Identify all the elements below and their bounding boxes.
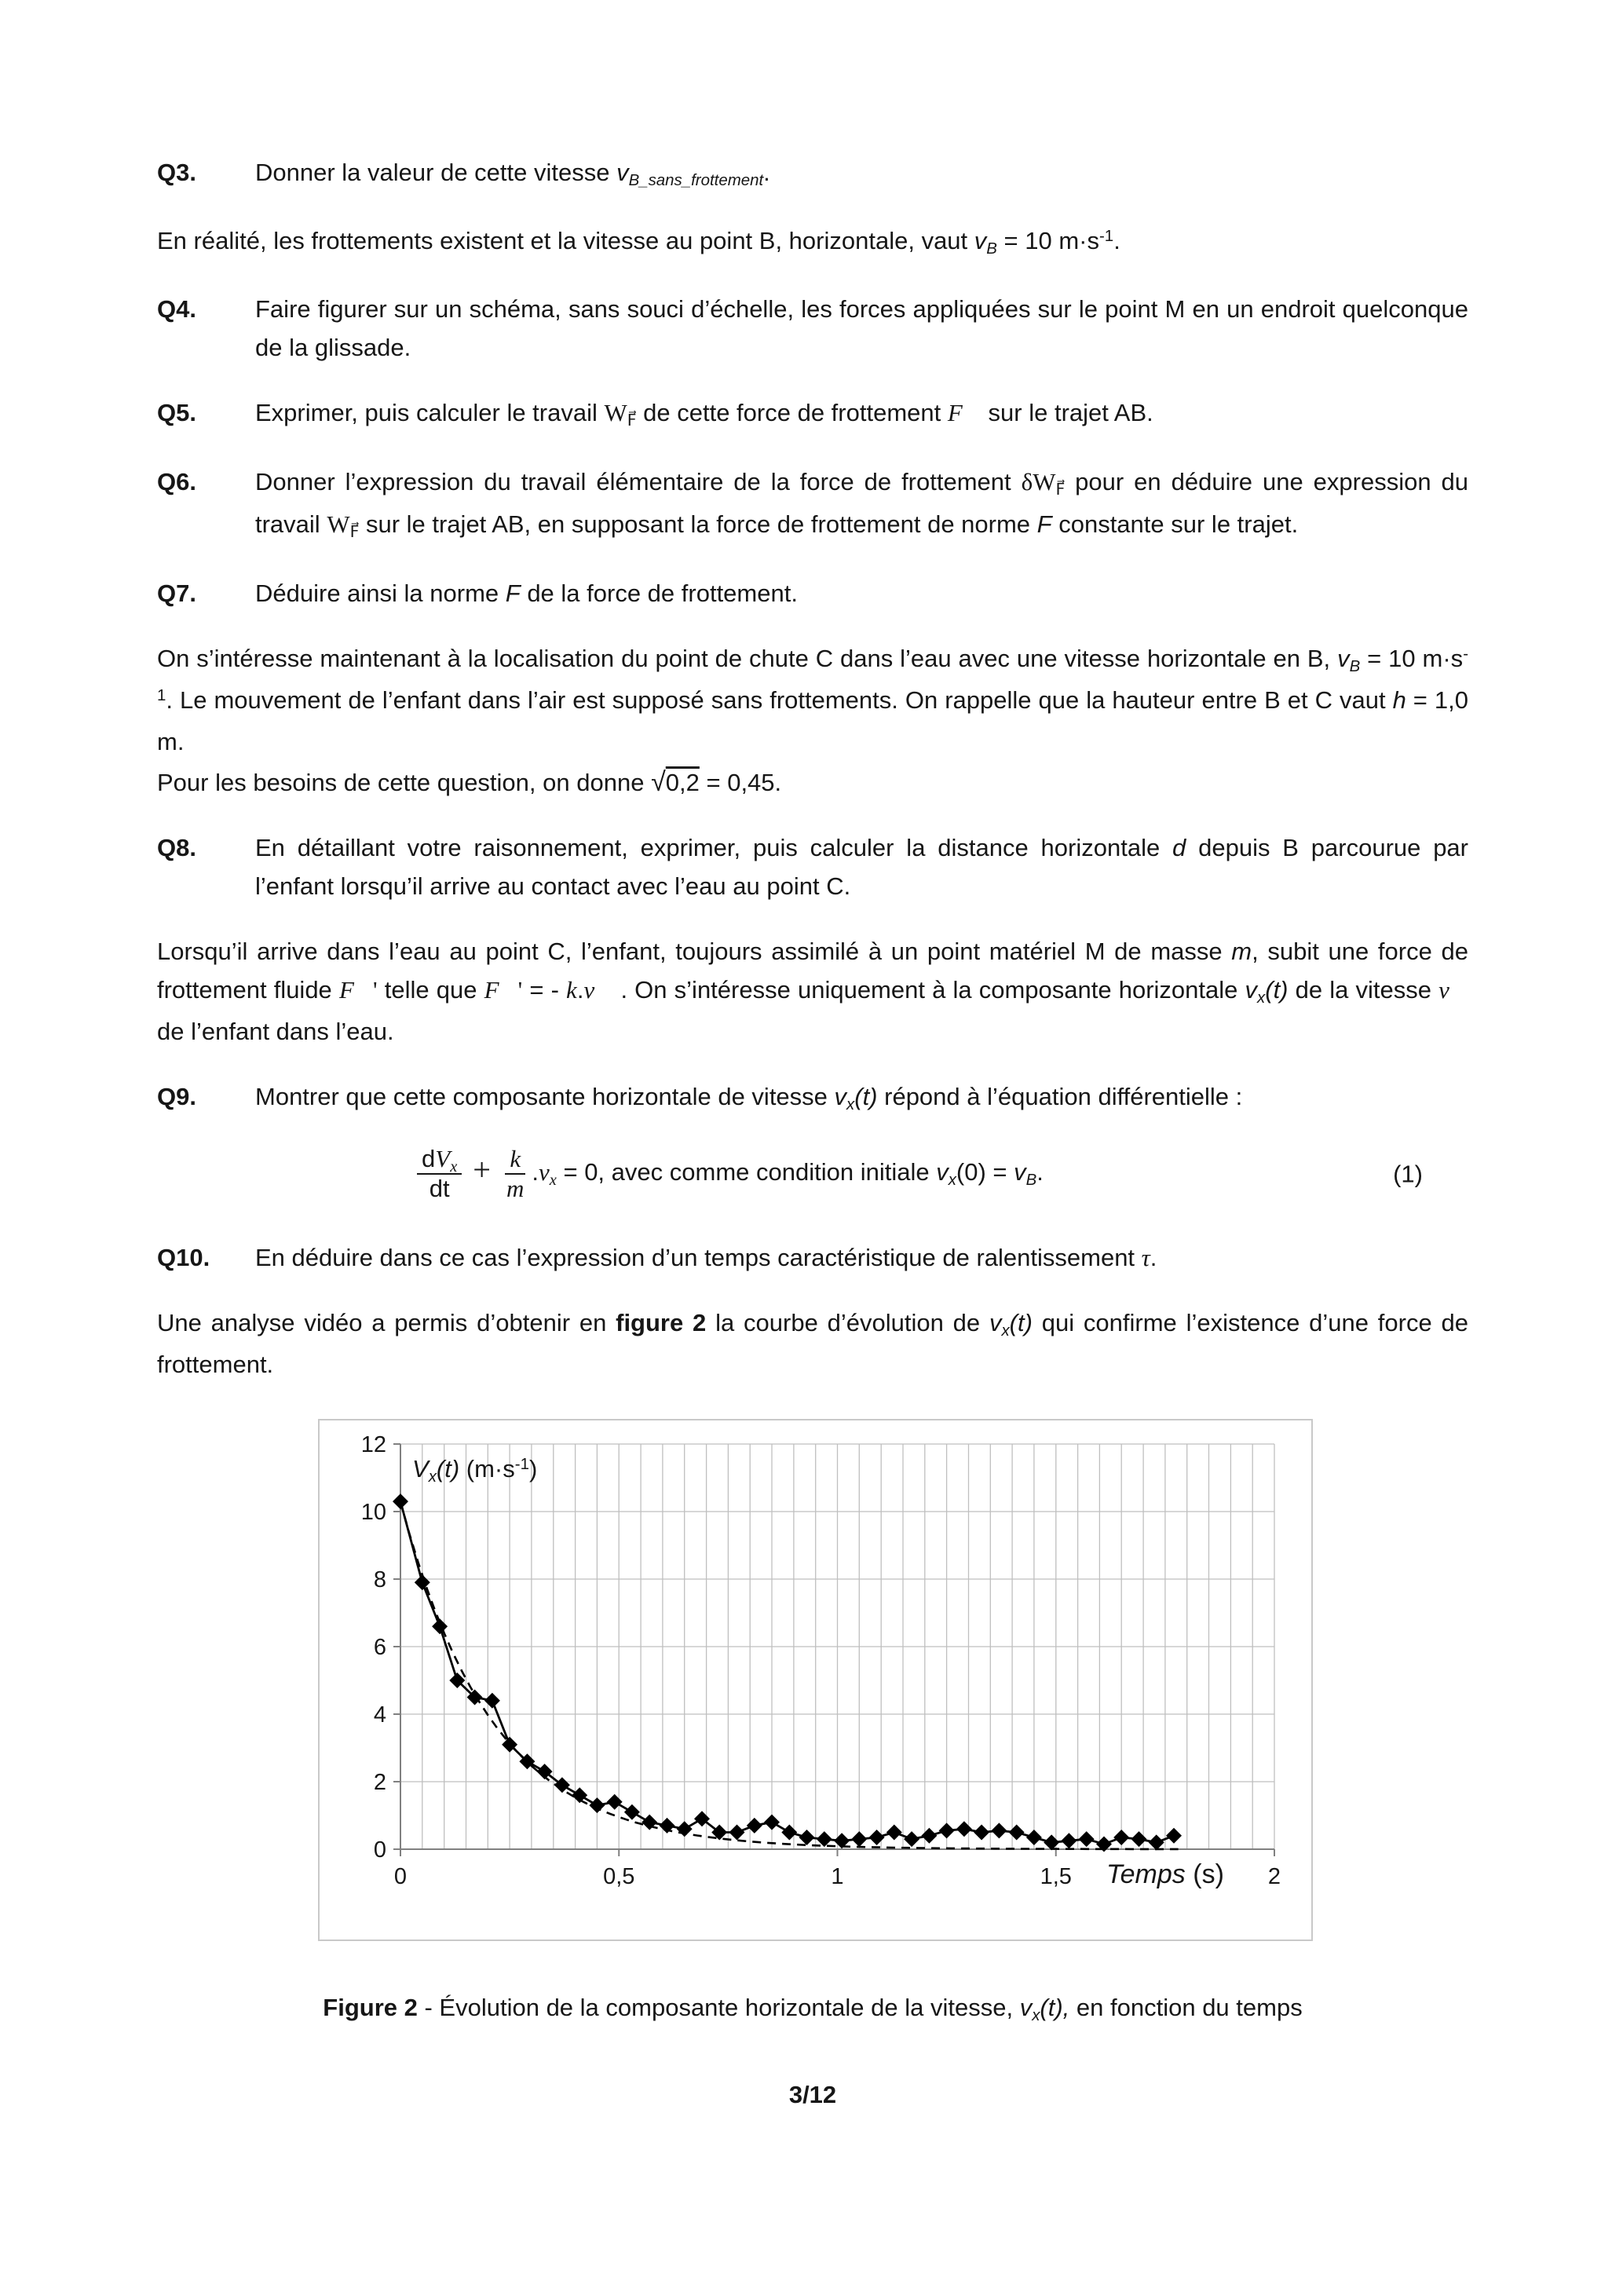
- text-run: h: [1392, 686, 1406, 714]
- text-run: F: [505, 579, 521, 607]
- text-run: Une analyse vidéo a permis d’obtenir en: [157, 1309, 616, 1336]
- text-run: = 10 m·s: [1360, 645, 1464, 672]
- text-run: (0) =: [956, 1158, 1014, 1186]
- text-run: v⃗: [583, 976, 614, 1004]
- data-marker: [1149, 1834, 1164, 1850]
- text-run: V: [412, 1455, 429, 1483]
- text-run: F⃗: [947, 399, 981, 426]
- text-run: v: [974, 227, 987, 254]
- text-run: W: [604, 399, 627, 426]
- question-q3-text: [255, 153, 1468, 195]
- question-q3: [157, 153, 1468, 195]
- question-q10-number: Q10.: [157, 1244, 210, 1271]
- question-q5-number: Q5.: [157, 399, 196, 426]
- y-tick-label: 12: [360, 1432, 386, 1457]
- text-run: x: [1032, 2006, 1040, 2025]
- question-q9: [157, 1077, 1468, 1119]
- text-run: Faire figurer sur un schéma, sans souci d’échelle, les forces appliquées sur le point M en un endroit quelconque de la glissade.: [255, 295, 1468, 361]
- paragraph-vb-reality: [157, 221, 1468, 263]
- question-q6: [157, 462, 1468, 547]
- paragraph-analyse-video: [157, 1303, 1468, 1384]
- text-run: qui confirme l’existence d’une force de frottement.: [157, 1309, 1468, 1378]
- data-marker: [677, 1821, 693, 1837]
- text-run: ): [528, 1455, 538, 1483]
- data-marker: [1061, 1833, 1077, 1848]
- chart-y-axis-title: [412, 1455, 537, 1486]
- data-marker: [432, 1618, 448, 1634]
- text-run: B: [986, 239, 997, 258]
- text-run: B_sans_frottement: [628, 171, 764, 190]
- question-q6-text: [255, 462, 1468, 547]
- page-number: 3/12: [788, 2081, 837, 2108]
- question-q10: [157, 1238, 1468, 1277]
- text-run: dt: [429, 1175, 450, 1202]
- data-line: [400, 1501, 1174, 1844]
- text-run: v: [834, 1083, 847, 1110]
- text-run: (t): [854, 1083, 878, 1110]
- x-tick-label: 0: [393, 1864, 408, 1889]
- figure-2-caption: [157, 1988, 1468, 2030]
- chart-x-axis-title: [1106, 1859, 1224, 1890]
- text-run: ': [517, 976, 523, 1004]
- question-q9-text: [255, 1077, 1468, 1119]
- figure-2-chart: [318, 1419, 1313, 1941]
- text-run: En réalité, les frottements existent et la vitesse au point B, horizontale, vaut: [157, 227, 974, 254]
- text-run: depuis B parcourue par l’enfant lorsqu’il arrive au contact avec l’eau au point C.: [255, 834, 1468, 900]
- text-run: Donner l’expression du travail élémentaire de la force de frottement: [255, 468, 1022, 495]
- text-run: (s): [1185, 1859, 1224, 1889]
- data-marker: [921, 1828, 937, 1844]
- text-run: .: [1150, 1244, 1157, 1271]
- data-marker: [886, 1825, 902, 1841]
- question-q8-text: [255, 828, 1468, 905]
- text-run: (t),: [1040, 1994, 1070, 2021]
- text-run: - Évolution de la composante horizontale de la vitesse,: [417, 1994, 1020, 2021]
- data-marker: [904, 1831, 919, 1847]
- text-run: pour en déduire une expression du travail: [255, 468, 1468, 538]
- data-marker: [1009, 1825, 1025, 1841]
- data-marker: [764, 1815, 780, 1830]
- question-q4: [157, 290, 1468, 367]
- x-tick-label: 1,5: [1040, 1864, 1072, 1889]
- data-marker: [729, 1825, 745, 1841]
- text-run: de la vitesse: [1288, 976, 1439, 1004]
- text-run: k: [510, 1145, 521, 1173]
- text-run: figure 2: [616, 1309, 707, 1336]
- text-run: x: [1001, 1322, 1010, 1340]
- text-run: On s’intéresse maintenant à la localisation du point de chute C dans l’eau avec une vitesse horizontale en B,: [157, 645, 1338, 672]
- text-run: de l’enfant dans l’eau.: [157, 1018, 394, 1045]
- text-run: constante sur le trajet.: [1051, 510, 1299, 538]
- text-run: x: [549, 1172, 557, 1190]
- question-q6-number: Q6.: [157, 468, 196, 495]
- text-run: la courbe d’évolution de: [706, 1309, 989, 1336]
- text-run: δW: [1021, 468, 1056, 495]
- question-q4-text: [255, 290, 1468, 367]
- data-marker: [747, 1818, 762, 1834]
- text-run: .: [576, 976, 584, 1004]
- text-run: v: [539, 1158, 550, 1186]
- y-tick-label: 10: [360, 1500, 386, 1525]
- text-run: répond à l’équation différentielle :: [877, 1083, 1243, 1110]
- fraction: [417, 1145, 462, 1202]
- text-run: v: [1245, 976, 1258, 1004]
- y-tick-label: 8: [373, 1567, 386, 1592]
- text-run: Déduire ainsi la norme: [255, 579, 506, 607]
- text-run: = 0,45.: [699, 769, 782, 796]
- text-run: (m·s: [459, 1455, 515, 1483]
- text-run: d: [422, 1145, 436, 1173]
- text-run: .: [763, 159, 770, 186]
- text-run: = 0, avec comme condition initiale: [556, 1158, 937, 1186]
- data-marker: [851, 1831, 867, 1847]
- text-run: B: [1025, 1171, 1037, 1190]
- text-run: Montrer que cette composante horizontale de vitesse: [255, 1083, 835, 1110]
- data-marker: [589, 1797, 605, 1813]
- text-run: F⃗: [1055, 481, 1066, 499]
- text-run: √: [651, 767, 666, 797]
- text-run: v⃗: [1438, 976, 1468, 1004]
- text-run: W: [327, 510, 350, 538]
- text-run: .: [1036, 1158, 1044, 1186]
- text-run: En déduire dans ce cas l’expression d’un temps caractéristique de ralentissement: [255, 1244, 1142, 1271]
- y-tick-label: 4: [373, 1702, 386, 1727]
- question-q8-number: Q8.: [157, 834, 196, 861]
- text-run: de cette force de frottement: [636, 399, 948, 426]
- question-q7-number: Q7.: [157, 579, 196, 607]
- text-run: k: [566, 976, 577, 1004]
- y-tick-label: 6: [373, 1635, 386, 1660]
- question-q9-number: Q9.: [157, 1083, 196, 1110]
- data-marker: [572, 1787, 587, 1803]
- text-run: B: [1349, 657, 1361, 676]
- y-tick-label: 0: [373, 1837, 386, 1863]
- text-run: F⃗: [484, 976, 518, 1004]
- text-run: x: [948, 1171, 956, 1190]
- text-run: En détaillant votre raisonnement, exprimer, puis calculer la distance horizontale: [255, 834, 1173, 861]
- text-run: v: [936, 1158, 949, 1186]
- question-q5: [157, 393, 1468, 436]
- data-marker: [1079, 1831, 1095, 1847]
- text-run: x: [1257, 989, 1266, 1007]
- text-run: v: [1337, 645, 1350, 672]
- question-q5-text: [255, 393, 1468, 436]
- x-tick-label: 1: [831, 1864, 844, 1889]
- question-q4-number: Q4.: [157, 295, 196, 323]
- data-marker: [393, 1493, 408, 1509]
- data-marker: [484, 1693, 500, 1709]
- equation-1-row: [157, 1133, 1468, 1215]
- text-run: Pour les besoins de cette question, on donne: [157, 769, 652, 796]
- text-run: Lorsqu’il arrive dans l’eau au point C, l’enfant, toujours assimilé à un point matériel M de masse: [157, 938, 1232, 965]
- text-run: de la force de frottement.: [520, 579, 798, 607]
- text-run: F: [1036, 510, 1052, 538]
- text-run: .: [532, 1158, 539, 1186]
- data-marker: [1131, 1831, 1147, 1847]
- text-run: F⃗: [338, 976, 373, 1004]
- differential-equation: [414, 1145, 1044, 1202]
- text-run: sur le trajet AB.: [981, 399, 1153, 426]
- text-run: en fonction du temps: [1069, 1994, 1303, 2021]
- text-run: , subit une force de frottement fluide: [157, 938, 1468, 1004]
- text-run: ': [373, 976, 378, 1004]
- data-marker: [781, 1825, 797, 1841]
- text-run: . On s’intéresse uniquement à la composante horizontale: [613, 976, 1245, 1004]
- text-run: -1: [157, 644, 1468, 704]
- text-run: x: [846, 1095, 855, 1114]
- text-run: .: [1113, 227, 1120, 254]
- data-marker: [1113, 1830, 1129, 1845]
- text-run: = -: [522, 976, 567, 1004]
- model-curve: [400, 1501, 1179, 1849]
- text-run: m: [1231, 938, 1252, 965]
- text-run: F⃗: [349, 524, 360, 542]
- text-run: v: [1019, 1994, 1033, 2021]
- text-run: (t): [1009, 1309, 1033, 1336]
- data-marker: [991, 1823, 1007, 1838]
- data-marker: [660, 1818, 675, 1834]
- paragraph-frottement-fluide: [157, 932, 1468, 1051]
- paragraph-sqrt-hint: [157, 763, 1468, 802]
- text-run: v: [1014, 1158, 1026, 1186]
- data-marker: [974, 1825, 989, 1841]
- text-run: sur le trajet AB, en supposant la force de frottement de norme: [359, 510, 1037, 538]
- text-run: m: [506, 1175, 525, 1202]
- data-marker: [624, 1804, 640, 1820]
- question-q3-number: Q3.: [157, 159, 196, 186]
- text-run: v: [616, 159, 629, 186]
- x-tick-label: 0,5: [603, 1864, 635, 1889]
- text-run: (t): [436, 1455, 460, 1483]
- y-tick-label: 2: [373, 1770, 386, 1795]
- data-marker: [607, 1794, 623, 1810]
- paragraph-chute-intro: [157, 639, 1468, 761]
- text-run: -1: [1099, 226, 1114, 245]
- x-tick-label: 2: [1267, 1864, 1281, 1889]
- data-marker: [799, 1830, 815, 1845]
- text-run: = 10 m·s: [996, 227, 1099, 254]
- paragraph-chute-group: [157, 639, 1468, 802]
- text-run: telle que: [377, 976, 484, 1004]
- text-run: (t): [1265, 976, 1289, 1004]
- question-q8: [157, 828, 1468, 905]
- text-run: Temps: [1106, 1859, 1186, 1889]
- equation-number: (1): [1393, 1160, 1423, 1188]
- text-run: Figure 2: [323, 1994, 418, 2021]
- text-run: τ: [1141, 1244, 1150, 1271]
- text-run: Exprimer, puis calculer le travail: [255, 399, 605, 426]
- question-q10-text: [255, 1238, 1468, 1277]
- question-q7-text: [255, 574, 1468, 612]
- data-marker: [869, 1830, 885, 1845]
- data-marker: [939, 1823, 955, 1838]
- text-run: V: [435, 1145, 451, 1173]
- data-marker: [1166, 1828, 1182, 1844]
- text-run: 0,2: [665, 769, 700, 796]
- text-run: +: [473, 1152, 491, 1188]
- text-run: F⃗: [627, 412, 637, 430]
- data-marker: [956, 1821, 972, 1837]
- text-run: Donner la valeur de cette vitesse: [255, 159, 617, 186]
- data-marker: [1026, 1830, 1042, 1845]
- text-run: -1: [514, 1454, 529, 1473]
- question-q7: [157, 574, 1468, 612]
- text-run: d: [1172, 834, 1186, 861]
- text-run: x: [428, 1468, 437, 1486]
- text-run: . Le mouvement de l’enfant dans l’air est supposé sans frottements. On rappelle que la hauteur entre B et C vaut: [166, 686, 1393, 714]
- text-run: v: [989, 1309, 1002, 1336]
- fraction: [502, 1145, 528, 1202]
- text-run: = 1,0 m.: [157, 686, 1468, 755]
- text-run: x: [450, 1158, 458, 1176]
